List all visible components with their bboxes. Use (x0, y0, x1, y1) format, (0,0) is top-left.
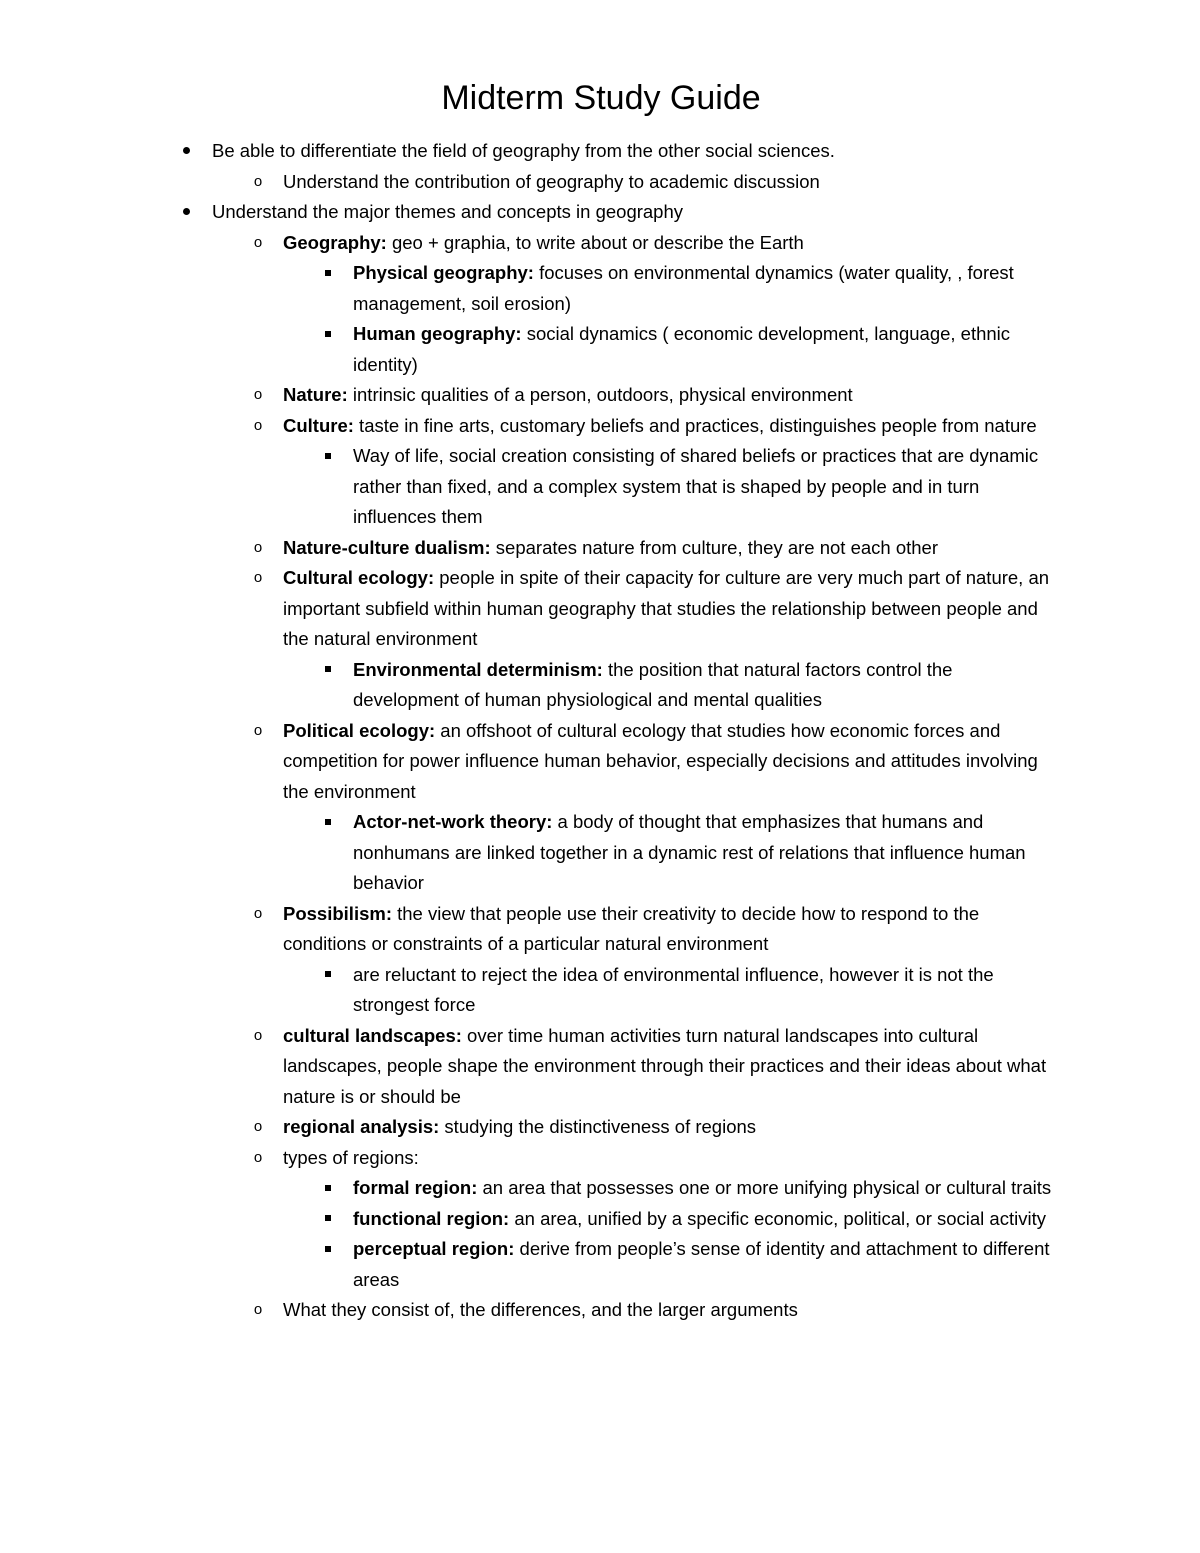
list-item (176, 1173, 1060, 1204)
item-text: focuses on environmental dynamics (water quality, , forest management, soil erosion) (353, 262, 1014, 314)
list-item (176, 716, 1060, 808)
bullet-square-icon (318, 655, 338, 686)
bullet-circle-icon: o (253, 172, 263, 190)
item-term: Culture: (283, 414, 354, 436)
bullet-circle-icon: o (253, 1118, 263, 1135)
bullet-circle-icon: o (253, 416, 263, 434)
bullet-square-icon (318, 960, 338, 991)
bullet-disc-icon (176, 197, 196, 228)
list-item (176, 1234, 1060, 1295)
list-item (176, 228, 1060, 259)
item-text: geo + graphia, to write about or describe the Earth (386, 231, 804, 253)
bullet-square-icon (318, 258, 338, 289)
list-item (176, 1021, 1060, 1113)
list-item (176, 380, 1060, 411)
item-text: types of regions: (283, 1146, 419, 1168)
item-term: Environmental determinism: (353, 658, 603, 680)
item-text: a body of thought that emphasizes that humans and nonhumans are linked together in a dynamic rest of relations that influence human behavior (353, 811, 1026, 893)
item-text: people in spite of their capacity for culture are very much part of nature, an important subfield within human geography that studies the relationship between people and the natural environment (283, 567, 1050, 649)
list-item (176, 411, 1060, 442)
item-term: Cultural ecology: (283, 567, 435, 588)
list-item (176, 563, 1060, 655)
item-term: Physical geography: (353, 262, 534, 283)
bullet-square-icon (318, 1234, 338, 1265)
list-item (176, 258, 1060, 319)
item-term: functional region: (353, 1207, 510, 1229)
item-text: Way of life, social creation consisting of shared beliefs or practices that are dynamic rather than fixed, and a complex system that is shaped by people and in turn influences them (353, 445, 1039, 527)
item-term: Nature-culture dualism: (283, 536, 491, 558)
bullet-square-icon (318, 1173, 338, 1204)
item-term: Nature: (283, 384, 348, 405)
item-text: taste in fine arts, customary beliefs and practices, distinguishes people from nature (353, 414, 1037, 436)
bullet-circle-icon: o (253, 1026, 263, 1044)
list-item (176, 655, 1060, 716)
item-term: perceptual region: (353, 1238, 515, 1259)
bullet-disc-icon (176, 136, 196, 167)
item-text: are reluctant to reject the idea of environmental influence, however it is not the strongest force (353, 963, 994, 1015)
item-text: Be able to differentiate the field of geography from the other social sciences. (212, 140, 835, 161)
item-text: intrinsic qualities of a person, outdoors, physical environment (347, 384, 853, 405)
bullet-circle-icon: o (253, 233, 263, 251)
item-text: an area, unified by a specific economic, political, or social activity (509, 1207, 1046, 1229)
item-text: over time human activities turn natural landscapes into cultural landscapes, people shape the environment through their practices and their ideas about what nature is or should be (283, 1024, 1047, 1107)
bullet-circle-icon: o (253, 538, 263, 556)
list-item (176, 1295, 1060, 1326)
item-text: the view that people use their creativity to decide how to respond to the conditions or constraints of a particular natural environment (283, 902, 980, 954)
item-text: What they consist of, the differences, and the larger arguments (283, 1299, 798, 1320)
bullet-square-icon (318, 807, 338, 838)
list-item (176, 319, 1060, 380)
item-text: studying the distinctiveness of regions (439, 1116, 757, 1137)
list-item (176, 899, 1060, 960)
list-item (176, 533, 1060, 564)
list-item (176, 1143, 1060, 1174)
list-item (176, 1112, 1060, 1143)
item-term: cultural landscapes: (283, 1024, 462, 1046)
list-item (176, 807, 1060, 899)
bullet-circle-icon: o (253, 386, 263, 403)
bullet-square-icon (318, 1204, 338, 1235)
list-item (176, 441, 1060, 533)
item-term: Political ecology: (283, 719, 436, 741)
item-term: regional analysis: (283, 1116, 440, 1137)
item-text: an offshoot of cultural ecology that studies how economic forces and competition for power influence human behavior, especially decisions and attitudes involving the environment (283, 719, 1038, 802)
item-text: separates nature from culture, they are not each other (490, 536, 938, 558)
bullet-circle-icon: o (253, 1301, 263, 1318)
item-term: Geography: (283, 231, 387, 253)
bullet-square-icon (318, 319, 338, 350)
list-item (176, 167, 1060, 198)
outline-list (176, 136, 1060, 1326)
bullet-circle-icon: o (253, 1148, 263, 1166)
bullet-circle-icon: o (253, 721, 263, 739)
item-term: Possibilism: (283, 902, 392, 924)
bullet-circle-icon: o (253, 569, 263, 586)
list-item (176, 136, 1060, 167)
item-text: an area that possesses one or more unifying physical or cultural traits (477, 1177, 1052, 1198)
page-title: Midterm Study Guide (441, 79, 761, 117)
item-text: Understand the contribution of geography to academic discussion (283, 170, 820, 192)
item-term: formal region: (353, 1177, 478, 1198)
item-text: the position that natural factors control the development of human physiological and mental qualities (353, 658, 953, 710)
bullet-square-icon (318, 441, 338, 472)
list-item (176, 1204, 1060, 1235)
item-text: Understand the major themes and concepts in geography (212, 201, 684, 222)
item-term: Human geography: (353, 323, 522, 344)
list-item (176, 197, 1060, 228)
item-text: derive from people’s sense of identity and attachment to different areas (353, 1238, 1050, 1290)
item-term: Actor-net-work theory: (353, 811, 553, 832)
list-item (176, 960, 1060, 1021)
item-text: social dynamics ( economic development, language, ethnic identity) (353, 323, 1011, 375)
bullet-circle-icon: o (253, 904, 263, 922)
